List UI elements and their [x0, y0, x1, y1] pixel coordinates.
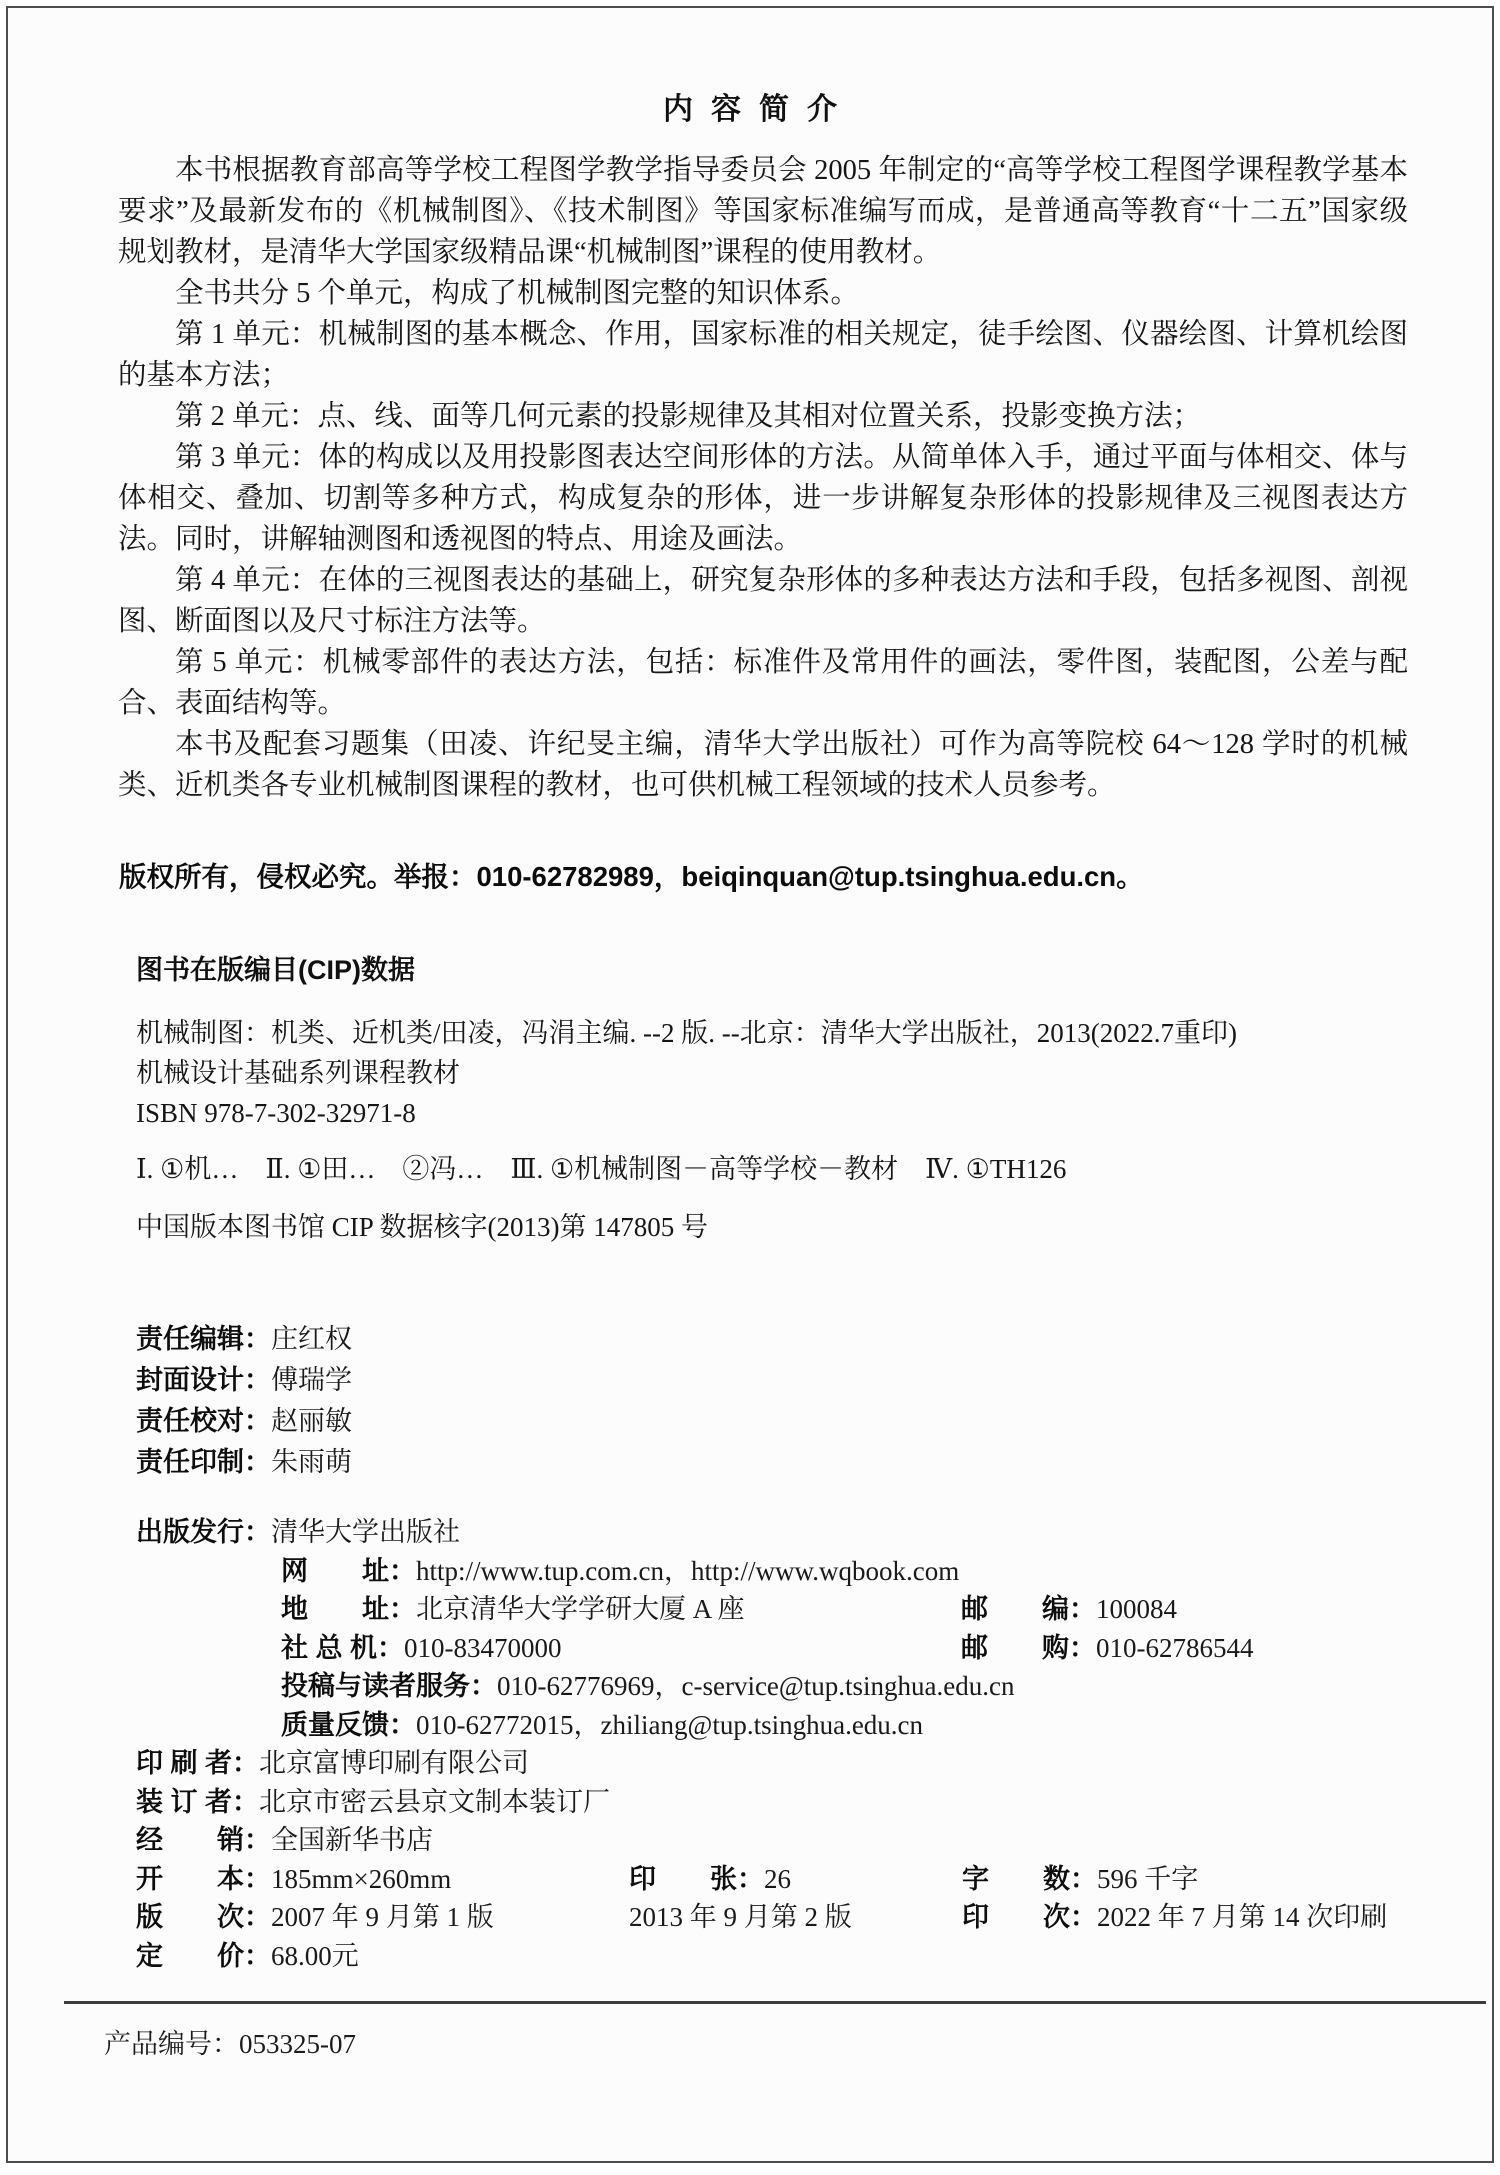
edition-second: 2013 年 9 月第 2 版 — [629, 1902, 852, 1932]
word-count-label: 字 数： — [962, 1863, 1097, 1894]
distributor-label: 经 销： — [136, 1825, 271, 1855]
sheets-value: 26 — [764, 1863, 791, 1894]
imprint-block — [136, 1513, 1492, 1975]
zip-label: 邮 编： — [961, 1594, 1096, 1624]
cip-isbn: ISBN 978-7-302-32971-8 — [136, 1098, 416, 1128]
cip-description: 机械制图：机类、近机类/田凌，冯涓主编. --2 版. --北京：清华大学出版社，2013(2022.7重印) — [136, 1018, 1237, 1048]
format-label: 开 本： — [136, 1863, 271, 1894]
summary-paragraph: 全书共分 5 个单元，构成了机械制图完整的知识体系。 — [175, 278, 860, 309]
impression-segment — [962, 1898, 1387, 1937]
zip-value: 100084 — [1096, 1594, 1177, 1624]
printer-row — [136, 1744, 1492, 1783]
distributor-row — [136, 1821, 1492, 1860]
staff-credits — [136, 1319, 1492, 1483]
summary-paragraph: 第 1 单元：机械制图的基本概念、作用，国家标准的相关规定，徒手绘图、仪器绘图、计算机绘图的基本方法； — [118, 319, 1408, 391]
switchboard-label: 社 总 机： — [281, 1632, 405, 1663]
price-row — [136, 1937, 1492, 1976]
reader-service-row — [136, 1667, 1492, 1706]
edition-label: 版 次： — [136, 1902, 271, 1932]
publisher-row — [136, 1513, 1492, 1552]
credit-value: 赵丽敏 — [271, 1406, 352, 1436]
bindery-label: 装 订 者： — [136, 1786, 260, 1817]
credit-label: 责任编辑： — [136, 1324, 271, 1354]
cip-heading: 图书在版编目(CIP)数据 — [136, 955, 415, 985]
product-code-row — [104, 2022, 1492, 2061]
page-title: 内容简介 — [663, 93, 855, 126]
cip-record-number: 中国版本图书馆 CIP 数据核字(2013)第 147805 号 — [136, 1212, 708, 1242]
edition-row — [136, 1898, 1492, 1937]
credit-value: 傅瑞学 — [271, 1365, 352, 1395]
credit-value: 朱雨萌 — [271, 1447, 352, 1477]
printer-value: 北京富博印刷有限公司 — [259, 1748, 530, 1778]
format-row — [136, 1860, 1492, 1899]
word-count-segment — [962, 1860, 1198, 1899]
address-value: 北京清华大学学研大厦 A 座 — [416, 1594, 745, 1624]
publisher-label: 出版发行： — [136, 1517, 271, 1547]
content-summary — [118, 150, 1408, 806]
divider — [64, 2001, 1486, 2004]
price-label: 定 价： — [136, 1940, 271, 1971]
switchboard-segment — [281, 1629, 961, 1668]
impression-label: 印 次： — [962, 1902, 1097, 1932]
credit-label: 封面设计： — [136, 1365, 271, 1395]
switchboard-value: 010-83470000 — [404, 1632, 562, 1663]
bindery-value: 北京市密云县京文制本装订厂 — [259, 1786, 611, 1817]
summary-paragraph: 第 5 单元：机械零部件的表达方法，包括：标准件及常用件的画法，零件图，装配图，公差与配合、表面结构等。 — [118, 647, 1408, 719]
distributor-value: 全国新华书店 — [271, 1825, 433, 1855]
quality-feedback-label: 质量反馈： — [281, 1709, 416, 1740]
summary-paragraph: 第 2 单元：点、线、面等几何元素的投影规律及其相对位置关系，投影变换方法； — [175, 401, 1202, 432]
summary-paragraph: 第 3 单元：体的构成以及用投影图表达空间形体的方法。从简单体入手，通过平面与体相交、体与体相交、叠加、切割等多种方式，构成复杂的形体，进一步讲解复杂形体的投影规律及三视图表达方法。同时，讲解轴测图和透视图的特点、用途及画法。 — [118, 442, 1408, 555]
mailorder-value: 010-62786544 — [1096, 1632, 1254, 1663]
website-label: 网 址： — [281, 1555, 416, 1586]
website-row — [136, 1552, 1492, 1591]
cip-classification: Ⅰ. ①机… Ⅱ. ①田… ②冯… Ⅲ. ①机械制图－高等学校－教材 Ⅳ. ①TH126 — [136, 1154, 1067, 1184]
zip-segment — [961, 1590, 1177, 1629]
address-label: 地 址： — [281, 1594, 416, 1624]
credit-row — [136, 1401, 1492, 1442]
credit-label: 责任校对： — [136, 1406, 271, 1436]
reader-service-value: 010-62776969，c-service@tup.tsinghua.edu.cn — [497, 1671, 1015, 1701]
price-value: 68.00元 — [271, 1940, 359, 1971]
address-segment — [281, 1590, 961, 1629]
product-code-value: 053325-07 — [239, 2029, 356, 2059]
sheets-label: 印 张： — [629, 1863, 764, 1894]
credit-value: 庄红权 — [271, 1324, 352, 1354]
credit-row — [136, 1319, 1492, 1360]
summary-paragraph: 第 4 单元：在体的三视图表达的基础上，研究复杂形体的多种表达方法和手段，包括多视图、剖视图、断面图以及尺寸标注方法等。 — [118, 565, 1408, 637]
edition-segment — [136, 1898, 629, 1937]
product-code-label: 产品编号： — [104, 2029, 239, 2059]
cip-series: 机械设计基础系列课程教材 — [136, 1058, 460, 1088]
book-copyright-page — [6, 6, 1494, 2163]
address-row — [136, 1590, 1492, 1629]
credit-row — [136, 1360, 1492, 1401]
edition-first: 2007 年 9 月第 1 版 — [271, 1902, 494, 1932]
reader-service-label: 投稿与读者服务： — [281, 1671, 497, 1701]
website-value: http://www.tup.com.cn，http://www.wqbook.com — [416, 1555, 960, 1586]
format-value: 185mm×260mm — [271, 1863, 452, 1894]
mailorder-label: 邮 购： — [961, 1632, 1096, 1663]
credit-row — [136, 1442, 1492, 1483]
impression-value: 2022 年 7 月第 14 次印刷 — [1097, 1902, 1388, 1932]
printer-label: 印 刷 者： — [136, 1748, 260, 1778]
mailorder-segment — [961, 1629, 1254, 1668]
word-count-value: 596 千字 — [1097, 1863, 1199, 1894]
sheets-segment — [629, 1860, 962, 1899]
credit-label: 责任印制： — [136, 1447, 271, 1477]
cip-block — [136, 948, 1432, 1247]
publisher-value: 清华大学出版社 — [271, 1517, 460, 1547]
quality-feedback-row — [136, 1706, 1492, 1745]
quality-feedback-value: 010-62772015，zhiliang@tup.tsinghua.edu.cn — [416, 1709, 924, 1740]
bindery-row — [136, 1783, 1492, 1822]
summary-paragraph: 本书及配套习题集（田凌、许纪旻主编，清华大学出版社）可作为高等院校 64～128 学时的机械类、近机类各专业机械制图课程的教材，也可供机械工程领域的技术人员参考。 — [118, 729, 1408, 801]
switchboard-row — [136, 1629, 1492, 1668]
summary-paragraph: 本书根据教育部高等学校工程图学教学指导委员会 2005 年制定的“高等学校工程图学课程教学基本要求”及最新发布的《机械制图》、《技术制图》等国家标准编写而成，是普通高等教育“十二五”国家级规划教材，是清华大学国家级精品课“机械制图”课程的使用教材。 — [118, 155, 1408, 268]
copyright-notice: 版权所有，侵权必究。举报：010-62782989，beiqinquan@tup.tsinghua.edu.cn。 — [119, 861, 1144, 892]
format-segment — [136, 1860, 629, 1899]
